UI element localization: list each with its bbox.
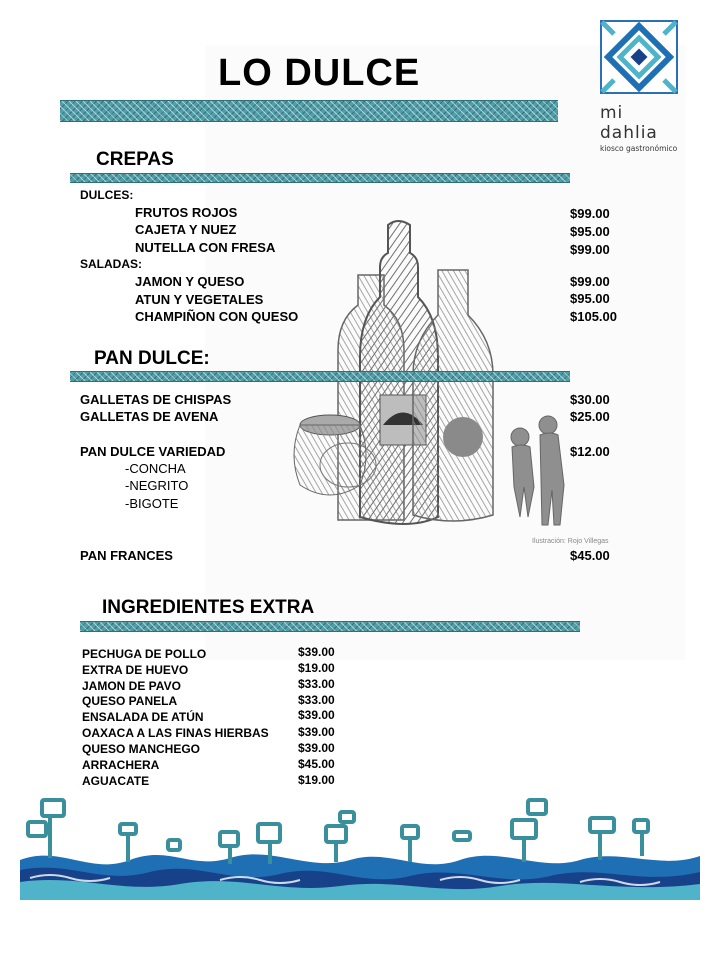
menu-item-price: $12.00: [570, 444, 610, 459]
illustration-credit: Ilustración: Rojo Villegas: [532, 538, 609, 545]
wave-footer-illustration: [20, 790, 700, 900]
pan-dulce-heading: PAN DULCE:: [94, 348, 210, 369]
ingrediente-name: ENSALADA DE ATÚN: [82, 710, 204, 724]
ingrediente-price: $19.00: [298, 773, 335, 787]
variedad-item: -CONCHA: [125, 461, 186, 476]
menu-item-price: $105.00: [570, 309, 617, 324]
ingrediente-name: PECHUGA DE POLLO: [82, 647, 207, 661]
ingrediente-price: $19.00: [298, 661, 335, 675]
menu-item-price: $99.00: [570, 274, 610, 289]
logo-tagline: kiosco gastronómico: [600, 144, 678, 153]
ingrediente-name: QUESO PANELA: [82, 694, 178, 708]
ingrediente-name: AGUACATE: [82, 774, 150, 788]
ingrediente-price: $39.00: [298, 725, 335, 739]
ingrediente-price: $45.00: [298, 757, 335, 771]
ingrediente-name: EXTRA DE HUEVO: [82, 663, 189, 677]
saladas-label: SALADAS:: [80, 257, 142, 271]
ingrediente-name: QUESO MANCHEGO: [82, 742, 201, 756]
crepas-band: [70, 173, 570, 183]
menu-item-price: $99.00: [570, 206, 610, 221]
menu-item-price: $25.00: [570, 409, 610, 424]
menu-item-price: $99.00: [570, 242, 610, 257]
crepas-heading: CREPAS: [96, 149, 174, 170]
ingrediente-price: $33.00: [298, 693, 335, 707]
menu-item-price: $95.00: [570, 291, 610, 306]
menu-item-price: $30.00: [570, 392, 610, 407]
menu-item-name: GALLETAS DE CHISPAS: [80, 392, 232, 407]
title-band: [60, 100, 558, 122]
logo-mark-icon: [600, 20, 678, 94]
ingrediente-price: $39.00: [298, 645, 335, 659]
ingrediente-price: $39.00: [298, 741, 335, 755]
menu-item-name: CHAMPIÑON CON QUESO: [135, 309, 299, 324]
page-title: LO DULCE: [218, 52, 421, 94]
bottles-illustration: [288, 215, 628, 555]
menu-item-price: $95.00: [570, 224, 610, 239]
menu-item-name: NUTELLA CON FRESA: [135, 240, 276, 255]
menu-item-name: PAN FRANCES: [80, 548, 173, 563]
dulces-label: DULCES:: [80, 188, 134, 202]
ingrediente-name: JAMON DE PAVO: [82, 679, 181, 693]
menu-item-name: JAMON Y QUESO: [135, 274, 245, 289]
ingrediente-name: ARRACHERA: [82, 758, 160, 772]
variedad-item: -BIGOTE: [125, 496, 179, 511]
menu-item-name: CAJETA Y NUEZ: [135, 222, 237, 237]
variedad-item: -NEGRITO: [125, 478, 189, 493]
ingredientes-band: [80, 621, 580, 632]
logo: [600, 20, 680, 153]
menu-item-name: ATUN Y VEGETALES: [135, 292, 264, 307]
ingrediente-name: OAXACA A LAS FINAS HIERBAS: [82, 726, 269, 740]
pan-dulce-band: [70, 371, 570, 382]
menu-item-price: $45.00: [570, 548, 610, 563]
ingrediente-price: $33.00: [298, 677, 335, 691]
menu-item-name: GALLETAS DE AVENA: [80, 409, 219, 424]
ingredientes-heading: INGREDIENTES EXTRA: [102, 597, 315, 618]
menu-item-name: FRUTOS ROJOS: [135, 205, 238, 220]
menu-item-name: PAN DULCE VARIEDAD: [80, 444, 226, 459]
logo-name: mi dahlia: [600, 103, 658, 143]
ingrediente-price: $39.00: [298, 708, 335, 722]
